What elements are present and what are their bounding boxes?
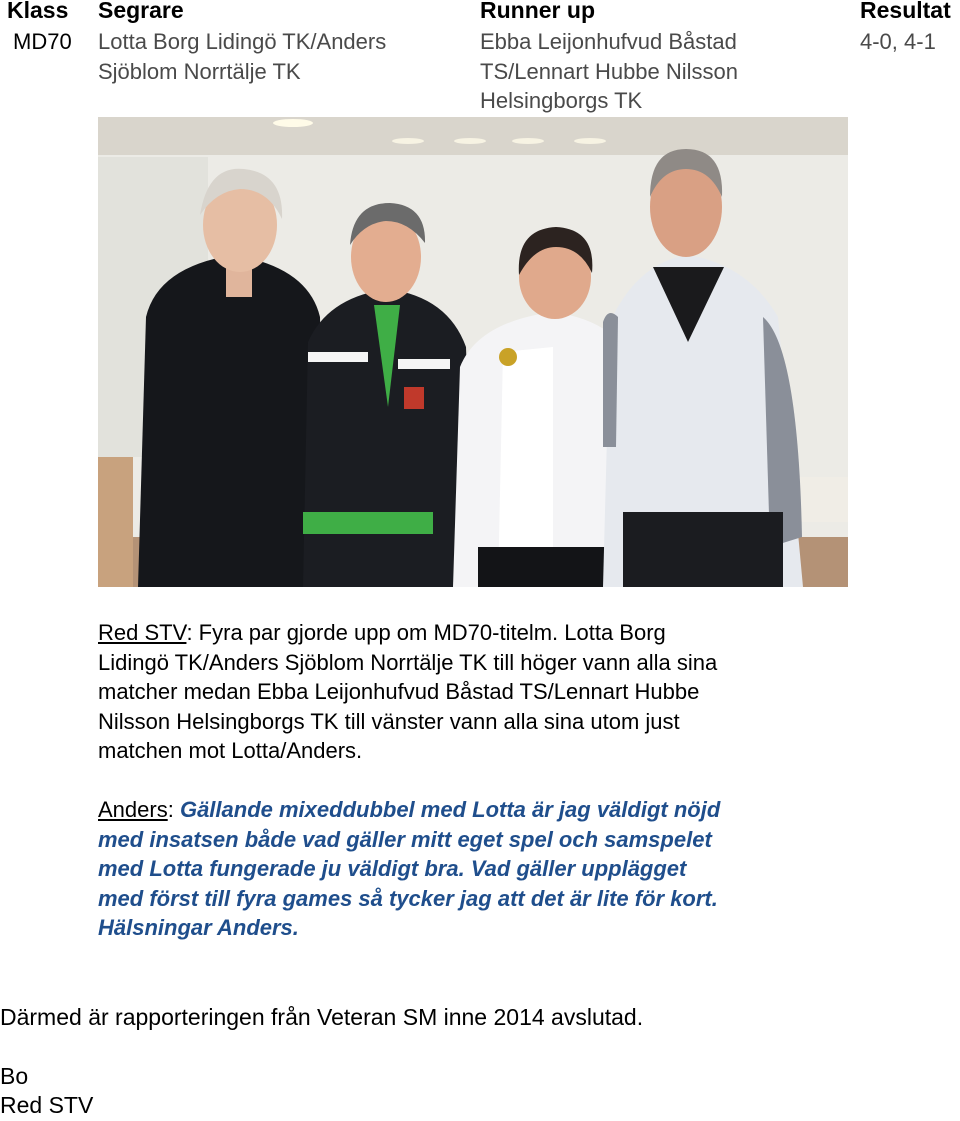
header-resultat: Resultat [860, 0, 951, 23]
quote-paragraph [98, 795, 858, 943]
quote-line [98, 795, 858, 825]
report-line: matchen mot Lotta/Anders. [98, 738, 363, 763]
cell-runner-up [480, 27, 738, 116]
report-author-label: Red STV [98, 620, 187, 645]
segrare-line: Lotta Borg Lidingö TK/Anders [98, 29, 387, 54]
team-photo [98, 117, 848, 587]
report-line: Lidingö TK/Anders Sjöblom Norrtälje TK till höger vann alla sina [98, 649, 718, 675]
quote-line: Hälsningar Anders. [98, 915, 299, 940]
quote-line: med Lotta fungerade ju väldigt bra. Vad gäller upplägget [98, 856, 687, 881]
quote-separator: : [167, 797, 180, 822]
quote-author-label: Anders [98, 797, 168, 822]
report-line-text: : Fyra par gjorde upp om MD70-titelm. Lotta Borg [186, 620, 666, 645]
header-segrare: Segrare [98, 0, 184, 23]
cell-klass: MD70 [13, 29, 72, 54]
runner-up-line: Ebba Leijonhufvud Båstad [480, 29, 737, 54]
cell-segrare [98, 27, 386, 86]
signature-org: Red STV [0, 1092, 94, 1118]
quote-text: Gällande mixeddubbel med Lotta är jag väldigt nöjd [179, 797, 721, 822]
report-paragraph [98, 618, 858, 766]
header-klass: Klass [7, 0, 69, 23]
report-line: Nilsson Helsingborgs TK till vänster vann alla sina utom just [98, 708, 680, 734]
cell-resultat: 4-0, 4-1 [860, 29, 936, 54]
runner-up-line: Helsingborgs TK [480, 88, 643, 113]
quote-line: med insatsen både vad gäller mitt eget spel och samspelet [98, 826, 712, 852]
runner-up-line: TS/Lennart Hubbe Nilsson [480, 58, 739, 84]
report-line: matcher medan Ebba Leijonhufvud Båstad TS/Lennart Hubbe [98, 679, 700, 704]
closing-statement: Därmed är rapporteringen från Veteran SM inne 2014 avslutad. [0, 1004, 644, 1030]
quote-line: med först till fyra games så tycker jag att det är lite för kort. [98, 885, 718, 911]
segrare-line: Sjöblom Norrtälje TK [98, 58, 301, 84]
signature-name: Bo [0, 1063, 29, 1089]
header-runner-up: Runner up [480, 0, 595, 23]
report-line [98, 618, 858, 648]
